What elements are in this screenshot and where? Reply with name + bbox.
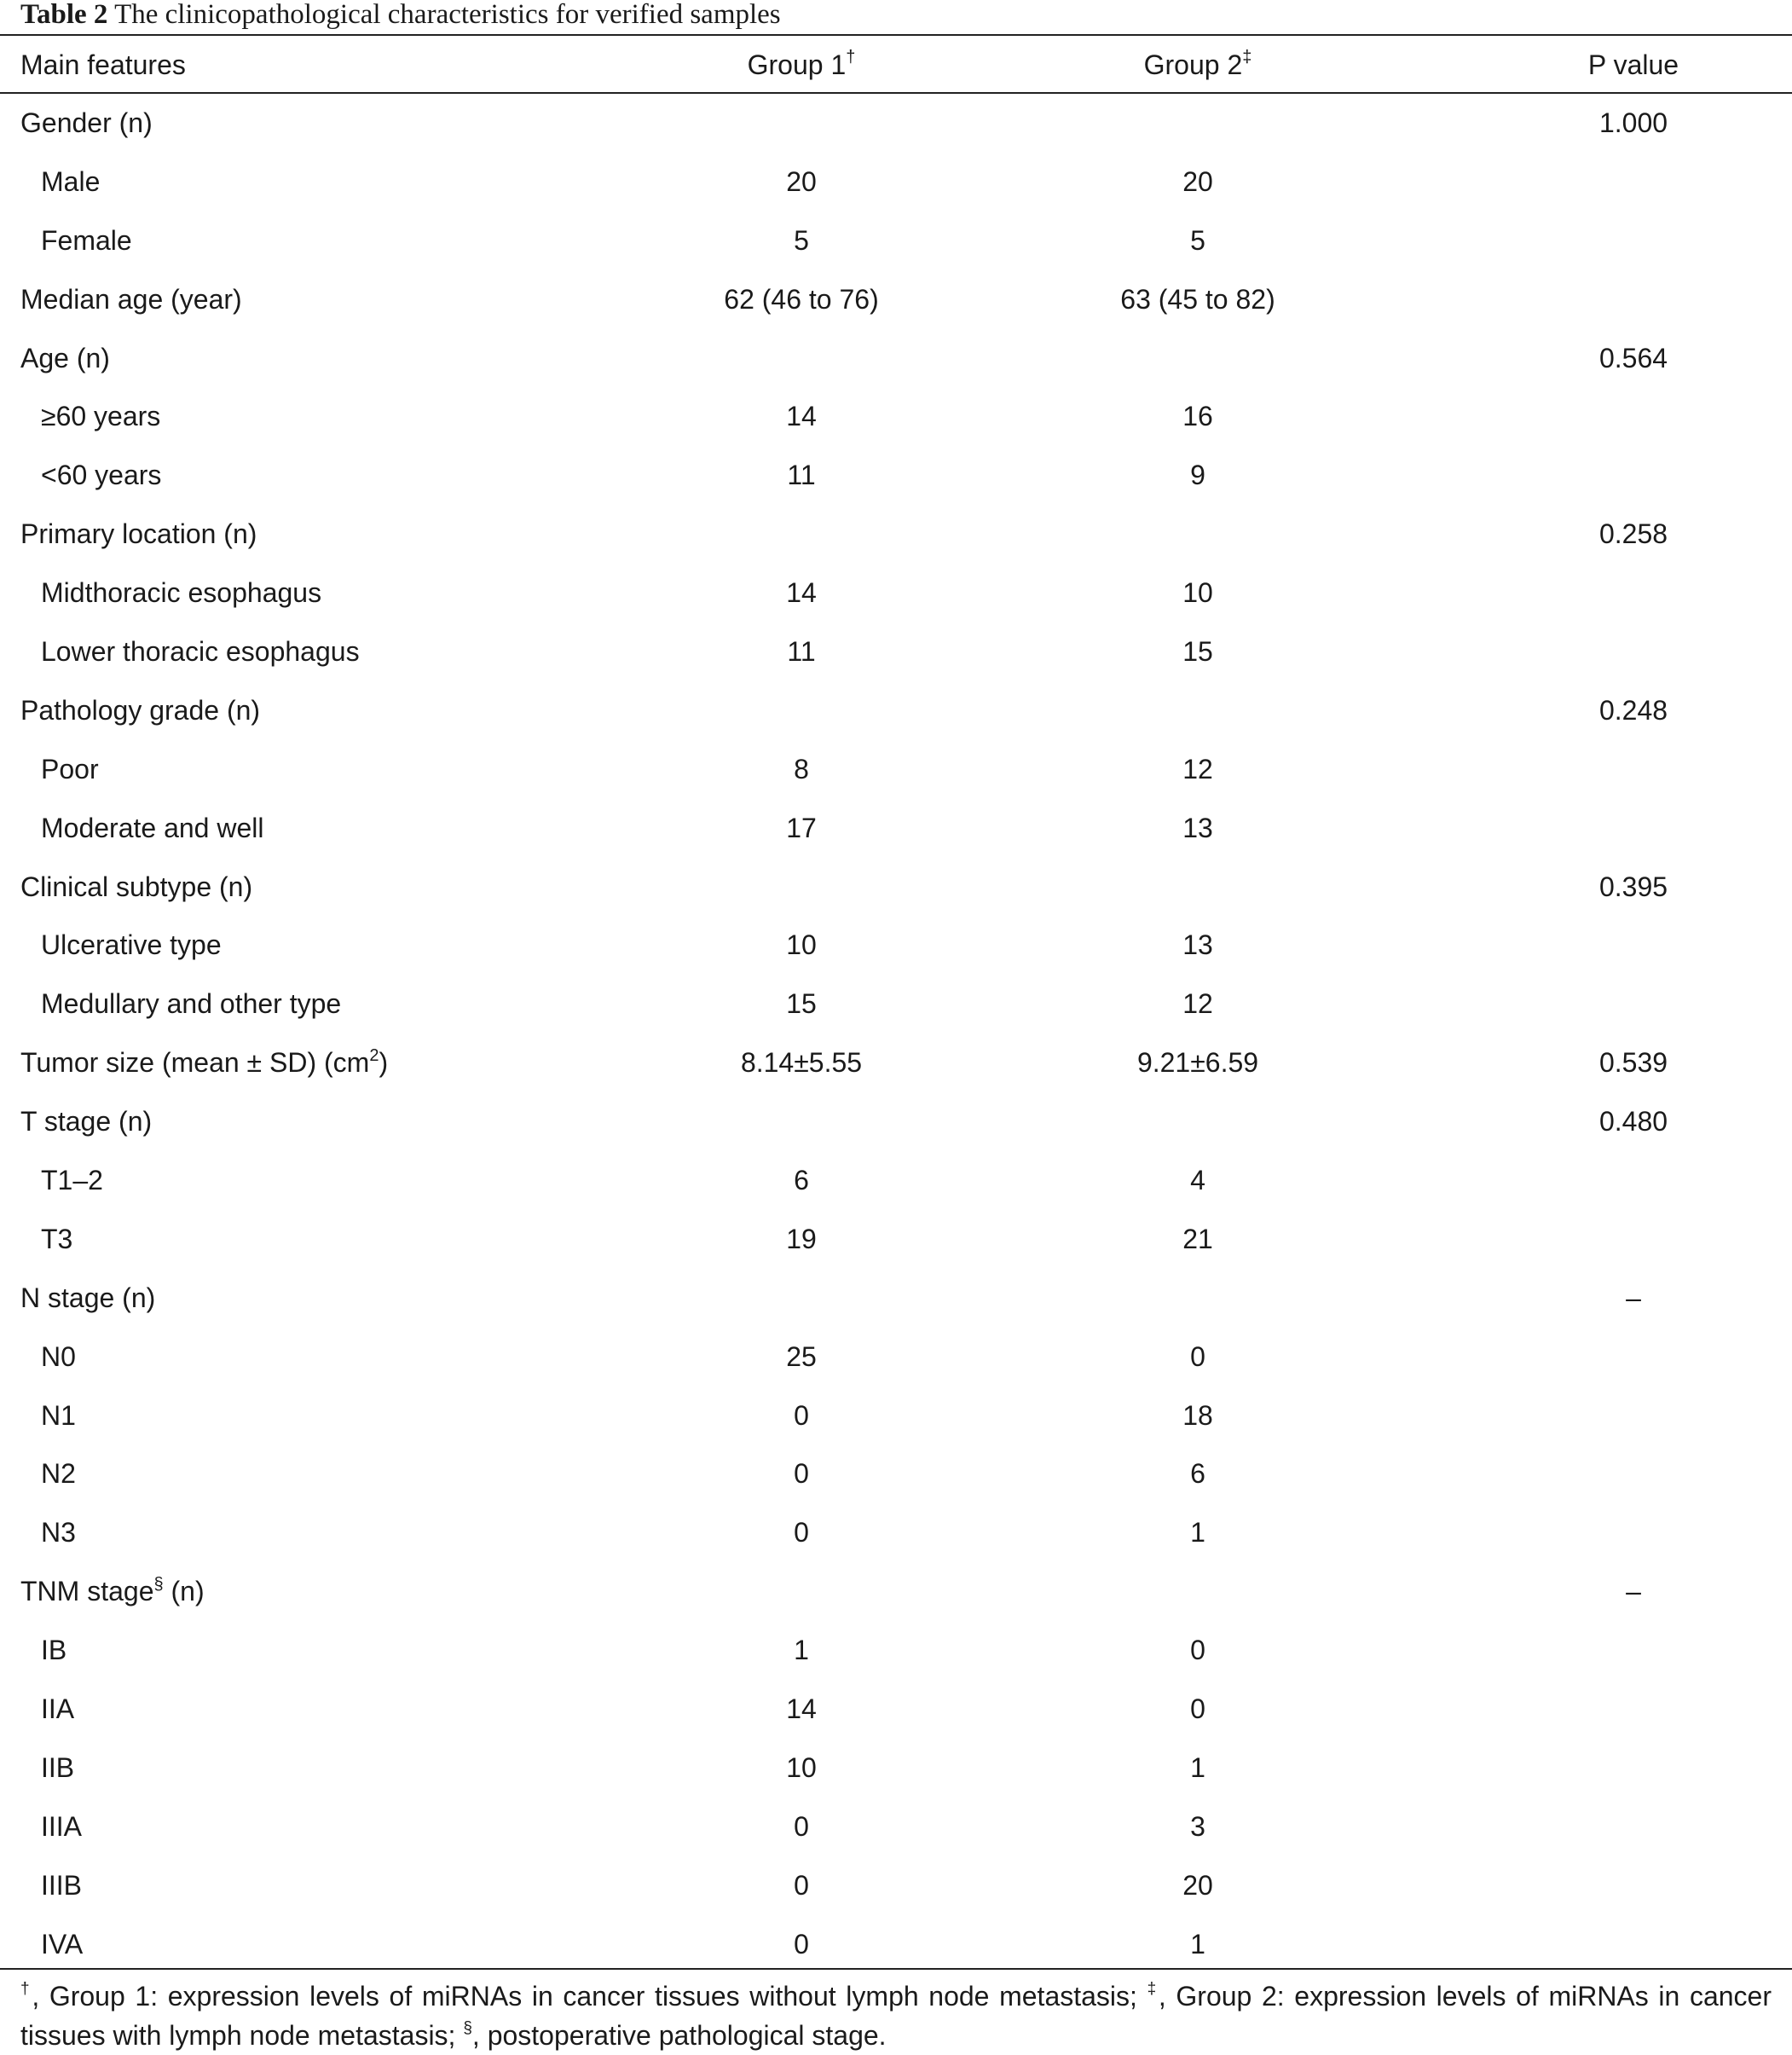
table-row xyxy=(0,1328,1792,1386)
row-group-2-value: 13 xyxy=(1182,929,1213,961)
row-label: Female xyxy=(41,224,132,256)
row-group-2-value: 21 xyxy=(1182,1223,1213,1254)
row-group-2-value xyxy=(921,505,1475,564)
row-group-1-value xyxy=(682,1269,921,1328)
table-row xyxy=(0,94,1792,153)
row-label: Primary location (n) xyxy=(20,518,257,550)
row-p-value xyxy=(1475,975,1792,1033)
row-label: IIIB xyxy=(41,1869,83,1901)
row-group-1-value: 10 xyxy=(786,1751,817,1783)
row-group-2-value: 18 xyxy=(1182,1399,1213,1431)
row-p-value xyxy=(1475,622,1792,681)
table-row xyxy=(0,799,1792,858)
row-group-2-value: 13 xyxy=(1182,812,1213,843)
row-group-1-value: 0 xyxy=(794,1928,809,1959)
row-group-1-value xyxy=(682,94,921,153)
row-group-1-value: 0 xyxy=(794,1869,809,1901)
row-group-2-value: 16 xyxy=(1182,401,1213,432)
row-group-2-value xyxy=(921,1562,1475,1621)
row-group-2-value: 9 xyxy=(1190,460,1205,491)
row-label: T1–2 xyxy=(41,1164,103,1195)
row-p-value xyxy=(1475,1797,1792,1856)
row-group-2-value: 10 xyxy=(1182,577,1213,609)
row-group-2-value: 5 xyxy=(1190,224,1205,256)
table-row xyxy=(0,858,1792,917)
row-group-1-value: 15 xyxy=(786,988,817,1020)
row-group-1-value: 62 (46 to 76) xyxy=(724,283,879,315)
row-p-value xyxy=(1475,1386,1792,1445)
table-row xyxy=(0,446,1792,505)
table-caption-label: Table 2 xyxy=(20,0,108,30)
row-group-2-value: 1 xyxy=(1190,1751,1205,1783)
row-label: Tumor size (mean ± SD) $(cm^2)$ xyxy=(20,1045,389,1079)
table-row xyxy=(0,1562,1792,1621)
header-main-features: Main features xyxy=(20,49,186,80)
table-row xyxy=(0,740,1792,799)
row-p-value: – xyxy=(1626,1282,1641,1313)
table-row xyxy=(0,1151,1792,1210)
row-group-2-value: 0 xyxy=(1190,1693,1205,1724)
row-group-1-value: 20 xyxy=(786,165,817,197)
table-row xyxy=(0,1621,1792,1680)
row-p-value xyxy=(1475,1680,1792,1739)
row-group-2-value: 0 xyxy=(1190,1340,1205,1372)
table-row xyxy=(0,211,1792,270)
row-p-value xyxy=(1475,740,1792,799)
table-row xyxy=(0,1856,1792,1915)
row-group-1-value xyxy=(682,1562,921,1621)
row-label: Moderate and well xyxy=(41,812,264,843)
row-label: N1 xyxy=(41,1399,76,1431)
row-label: N2 xyxy=(41,1458,76,1490)
row-label: Pathology grade (n) xyxy=(20,694,261,726)
table-row xyxy=(0,329,1792,388)
row-p-value xyxy=(1475,1328,1792,1386)
row-p-value: – xyxy=(1626,1576,1641,1607)
row-group-2-value: 63 (45 to 82) xyxy=(1120,283,1275,315)
table-row xyxy=(0,1739,1792,1797)
row-p-value xyxy=(1475,799,1792,858)
table-row xyxy=(0,1797,1792,1856)
row-group-1-value: 8 xyxy=(794,753,809,784)
row-p-value: 0.248 xyxy=(1598,694,1668,726)
row-group-2-value: 12 xyxy=(1182,988,1213,1020)
row-p-value: 0.539 xyxy=(1598,1047,1668,1079)
table-row xyxy=(0,916,1792,975)
row-p-value: 0.480 xyxy=(1598,1106,1668,1137)
row-p-value: 0.564 xyxy=(1598,342,1668,373)
row-group-2-value: 1 xyxy=(1190,1928,1205,1959)
row-p-value xyxy=(1475,1444,1792,1503)
row-group-1-value: 14 xyxy=(786,1693,817,1724)
row-group-1-value: 17 xyxy=(786,812,817,843)
row-p-value xyxy=(1475,1915,1792,1974)
table-row xyxy=(0,387,1792,446)
row-group-1-value: 14 xyxy=(786,401,817,432)
table-caption-text: The clinicopathological characteristics for verified samples xyxy=(114,0,781,30)
row-p-value xyxy=(1475,564,1792,622)
row-group-1-value: 0 xyxy=(794,1458,809,1490)
row-group-2-value: 12 xyxy=(1182,753,1213,784)
row-p-value xyxy=(1475,270,1792,329)
row-group-1-value xyxy=(682,858,921,917)
row-group-1-value xyxy=(682,505,921,564)
row-group-2-value xyxy=(921,329,1475,388)
table-row xyxy=(0,1269,1792,1328)
table-row xyxy=(0,505,1792,564)
row-group-1-value xyxy=(682,329,921,388)
table-row xyxy=(0,1503,1792,1562)
row-p-value xyxy=(1475,153,1792,211)
table-row xyxy=(0,681,1792,740)
table-row xyxy=(0,1915,1792,1974)
table-row xyxy=(0,1033,1792,1092)
row-label: <60 years xyxy=(41,460,162,491)
row-label: Ulcerative type xyxy=(41,929,222,961)
row-group-1-value: 0 xyxy=(794,1399,809,1431)
row-group-1-value: 1 xyxy=(794,1635,809,1666)
row-label: Median age (year) xyxy=(20,283,242,315)
row-p-value xyxy=(1475,1151,1792,1210)
table-row xyxy=(0,975,1792,1033)
row-group-2-value: 4 xyxy=(1190,1164,1205,1195)
row-p-value xyxy=(1475,211,1792,270)
row-label: IVA xyxy=(41,1928,84,1959)
row-p-value: 0.395 xyxy=(1598,871,1668,902)
row-p-value: 0.258 xyxy=(1598,518,1668,550)
row-label: Age (n) xyxy=(20,342,110,373)
row-p-value xyxy=(1475,1503,1792,1562)
row-label: Midthoracic esophagus xyxy=(41,577,322,609)
row-group-1-value: 14 xyxy=(786,577,817,609)
row-group-1-value: 19 xyxy=(786,1223,817,1254)
header-group-2: Group 2‡ xyxy=(1143,47,1252,80)
row-label: IIIA xyxy=(41,1810,83,1842)
row-group-2-value: 6 xyxy=(1190,1458,1205,1490)
table-row xyxy=(0,270,1792,329)
row-label: N3 xyxy=(41,1517,76,1548)
row-p-value xyxy=(1475,916,1792,975)
row-group-2-value: 20 xyxy=(1182,1869,1213,1901)
row-p-value xyxy=(1475,446,1792,505)
row-group-2-value: 0 xyxy=(1190,1635,1205,1666)
row-p-value xyxy=(1475,1621,1792,1680)
characteristics-table xyxy=(0,36,1792,1974)
row-group-1-value: 8.14±5.55 xyxy=(740,1047,863,1079)
row-group-1-value xyxy=(682,1092,921,1151)
row-label: Gender (n) xyxy=(20,107,153,138)
row-label: IIB xyxy=(41,1751,75,1783)
row-p-value xyxy=(1475,387,1792,446)
row-label: TNM stage§ (n) xyxy=(20,1574,205,1607)
row-label: Lower thoracic esophagus xyxy=(41,635,360,667)
row-label: Clinical subtype (n) xyxy=(20,871,253,902)
table-row xyxy=(0,1680,1792,1739)
row-label: Poor xyxy=(41,753,99,784)
row-group-2-value: 20 xyxy=(1182,165,1213,197)
table-footnote: †, Group 1: expression levels of miRNAs in cancer tissues without lymph node metastasis; ‡, Group 2: expression levels of miRNAs in cancer tissues with lymph node metastasis; §, postoperative pathological stage. xyxy=(20,1980,1772,2051)
row-group-1-value xyxy=(682,681,921,740)
header-group-1: Group 1† xyxy=(747,47,856,80)
table-row xyxy=(0,1444,1792,1503)
table-row xyxy=(0,564,1792,622)
row-group-1-value: 11 xyxy=(787,635,816,667)
row-group-1-value: 0 xyxy=(794,1517,809,1548)
row-label: IIA xyxy=(41,1693,75,1724)
row-group-2-value: 1 xyxy=(1190,1517,1205,1548)
row-label: Male xyxy=(41,165,101,197)
table-body xyxy=(0,94,1792,1974)
row-p-value: 1.000 xyxy=(1598,107,1668,138)
row-label: N0 xyxy=(41,1340,76,1372)
row-label: ≥60 years xyxy=(41,401,161,432)
row-group-2-value: 3 xyxy=(1190,1810,1205,1842)
row-label: N stage (n) xyxy=(20,1282,156,1313)
row-label: T3 xyxy=(41,1223,73,1254)
table-row xyxy=(0,1092,1792,1151)
header-p-value: P value xyxy=(1587,49,1679,80)
row-label: IB xyxy=(41,1635,67,1666)
table-caption xyxy=(20,0,781,34)
row-group-2-value xyxy=(921,1269,1475,1328)
row-group-2-value: 9.21±6.59 xyxy=(1136,1047,1259,1079)
row-group-1-value: 10 xyxy=(786,929,817,961)
row-group-2-value xyxy=(921,94,1475,153)
row-p-value xyxy=(1475,1210,1792,1269)
row-group-1-value: 6 xyxy=(794,1164,809,1195)
table-header-row xyxy=(0,36,1792,94)
table-row xyxy=(0,622,1792,681)
row-p-value xyxy=(1475,1856,1792,1915)
row-p-value xyxy=(1475,1739,1792,1797)
row-group-1-value: 5 xyxy=(794,224,809,256)
row-group-2-value xyxy=(921,681,1475,740)
row-label: Medullary and other type xyxy=(41,988,342,1020)
row-group-2-value: 15 xyxy=(1182,635,1213,667)
row-group-1-value: 25 xyxy=(786,1340,817,1372)
row-group-1-value: 11 xyxy=(787,460,816,491)
table-row xyxy=(0,1386,1792,1445)
row-group-2-value xyxy=(921,1092,1475,1151)
row-label: T stage (n) xyxy=(20,1106,153,1137)
row-group-1-value: 0 xyxy=(794,1810,809,1842)
table-row xyxy=(0,153,1792,211)
row-group-2-value xyxy=(921,858,1475,917)
table-row xyxy=(0,1210,1792,1269)
